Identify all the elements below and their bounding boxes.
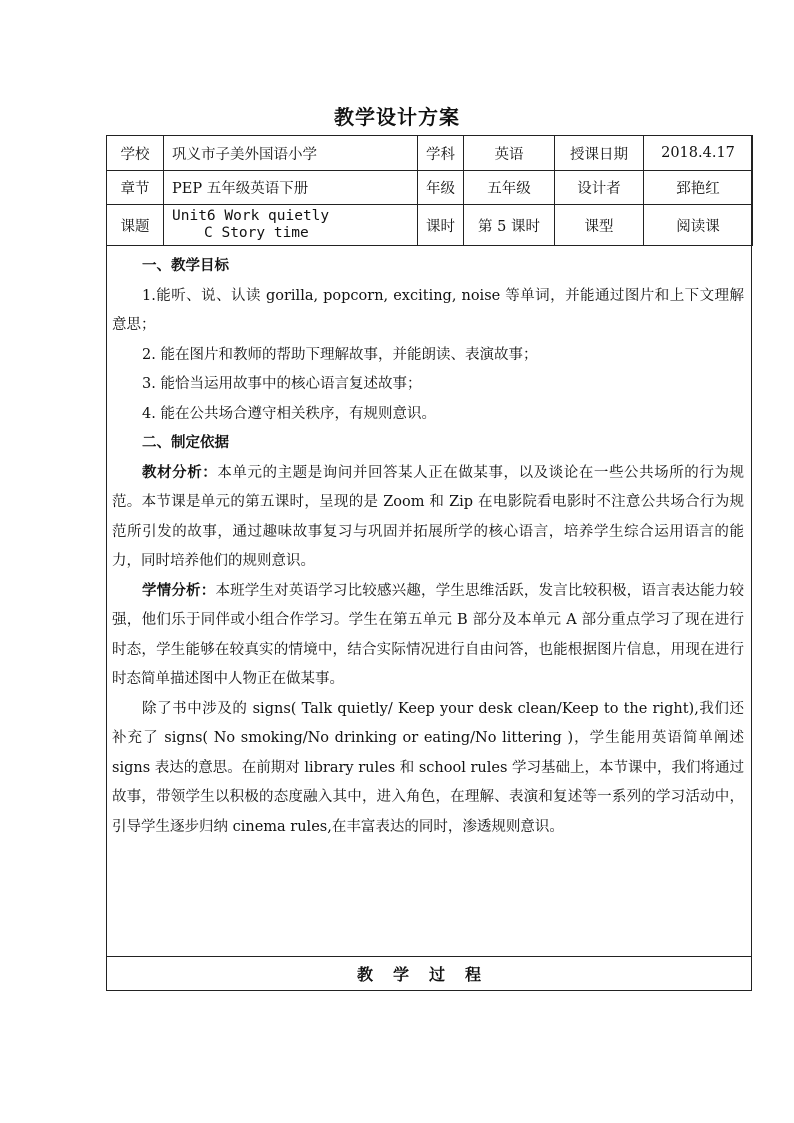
grade-label: 年级 (418, 171, 464, 205)
teaching-process-heading: 教学过程 (356, 965, 501, 984)
school-value: 巩义市子美外国语小学 (164, 136, 418, 171)
date-label: 授课日期 (555, 136, 644, 171)
subject-label: 学科 (418, 136, 464, 171)
period-value: 第 5 课时 (464, 205, 555, 246)
objective-item: 1.能听、说、认读 gorilla, popcorn, exciting, noise 等单词，并能通过图片和上下文理解意思； (112, 287, 744, 333)
section-heading-objectives: 一、教学目标 (142, 258, 229, 274)
objective-item: 3. 能恰当运用故事中的核心语言复述故事； (142, 376, 422, 392)
chapter-value: PEP 五年级英语下册 (164, 171, 418, 205)
topic-line-2: C Story time (204, 225, 309, 241)
student-analysis-label: 学情分析： (142, 582, 216, 599)
subject-value: 英语 (464, 136, 555, 171)
material-analysis-label: 教材分析： (142, 464, 218, 481)
info-row-topic (107, 205, 753, 246)
supplement-paragraph: 除了书中涉及的 signs( Talk quietly/ Keep your desk clean/Keep to the right),我们还补充了 signs( No smoking/No drinking or eating/No littering )，学生能用英语简单阐述 signs 表达的意思。在前期对 library rules 和 school rules 学习基础上，本节课中，我们将通过故事，带领学生以积极的态度融入其中，进入角色，在理解、表演和复述等一系列的学习活动中，引导学生逐步归纳 cinema rules,在丰富表达的同时，渗透规则意识。 (112, 700, 745, 835)
topic-label: 课题 (107, 205, 164, 246)
info-row-school (107, 136, 753, 171)
designer-value: 郅艳红 (644, 171, 753, 205)
topic-value (164, 205, 418, 246)
section-divider (106, 956, 752, 957)
designer-label: 设计者 (555, 171, 644, 205)
topic-line-1: Unit6 Work quietly (172, 208, 330, 224)
period-label: 课时 (418, 205, 464, 246)
chapter-label: 章节 (107, 171, 164, 205)
section-heading-basis: 二、制定依据 (142, 435, 229, 451)
student-analysis (112, 577, 744, 695)
type-label: 课型 (555, 205, 644, 246)
objective-item: 2. 能在图片和教师的帮助下理解故事，并能朗读、表演故事； (142, 346, 538, 363)
plan-body (112, 252, 744, 842)
student-analysis-text: 本班学生对英语学习比较感兴趣，学生思维活跃，发言比较积极，语言表达能力较强，他们乐于同伴或小组合作学习。学生在第五单元 B 部分及本单元 A 部分重点学习了现在进行时态，学生能够在较真实的情境中，结合实际情况进行自由问答，也能根据图片信息，用现在进行时态简单描述图中人物正在做某事。 (112, 582, 744, 687)
info-table (106, 135, 753, 246)
date-value: 2018.4.17 (644, 136, 753, 171)
grade-value: 五年级 (464, 171, 555, 205)
type-value: 阅读课 (644, 205, 753, 246)
school-label: 学校 (107, 136, 164, 171)
info-row-chapter (107, 171, 753, 205)
material-analysis (112, 459, 744, 577)
objective-item: 4. 能在公共场合遵守相关秩序，有规则意识。 (142, 405, 436, 422)
document-title: 教学设计方案 (334, 105, 460, 129)
material-analysis-text: 本单元的主题是询问并回答某人正在做某事，以及谈论在一些公共场所的行为规范。本节课是单元的第五课时，呈现的是 Zoom 和 Zip 在电影院看电影时不注意公共场合行为规范所引发的故事，通过趣味故事复习与巩固并拓展所学的核心语言，培养学生综合运用语言的能力，同时培养他们的规则意识。 (112, 464, 745, 569)
